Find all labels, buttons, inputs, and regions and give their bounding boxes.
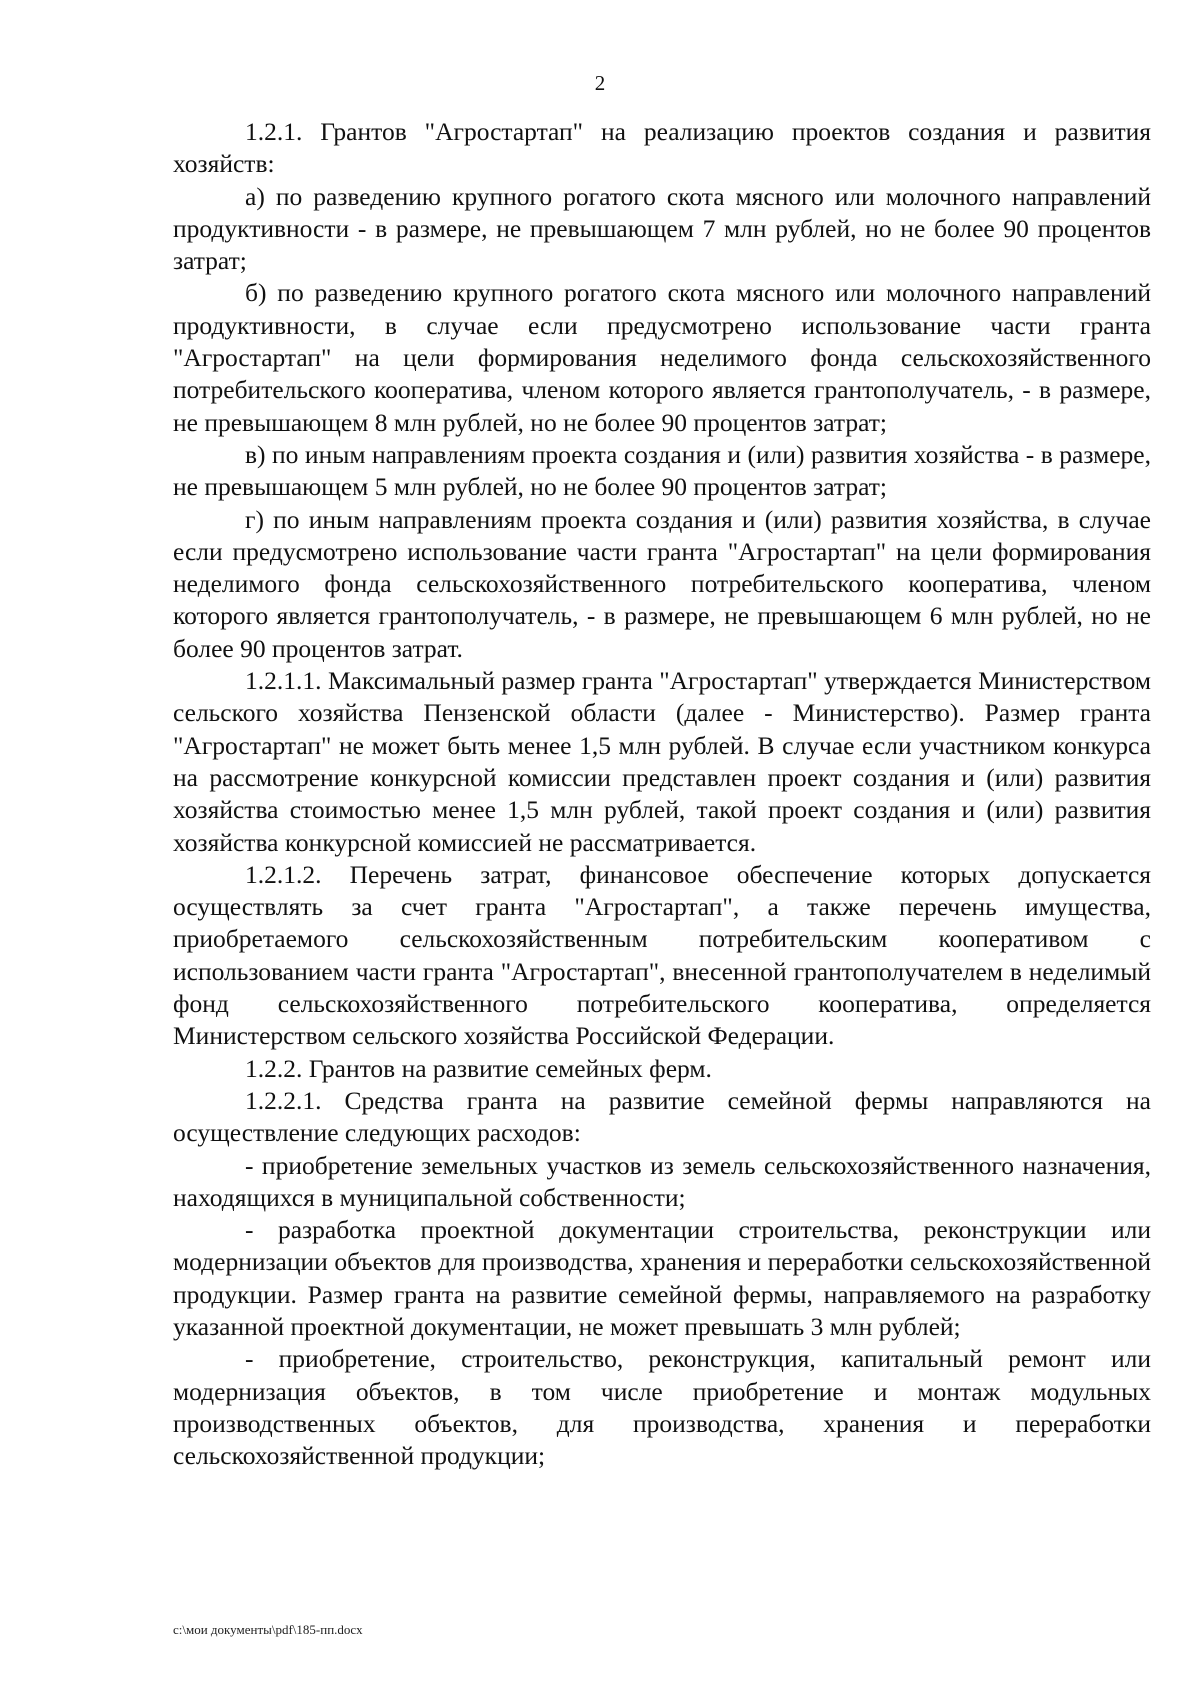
list-item-construction: - приобретение, строительство, реконструкция, капитальный ремонт или модернизация объектов, в том числе приобретение и монтаж модульных производственных объектов, для производства, хранения и переработки сельскохозяйственной продукции; (173, 1344, 1151, 1471)
page-number: 2 (594, 71, 606, 95)
paragraph-1-2-1-2: 1.2.1.2. Перечень затрат, финансовое обеспечение которых допускается осуществлять за счет гранта "Агростартап", а также перечень имущества, приобретаемого сельскохозяйственным потребительским кооперативом с использованием части гранта "Агростартап", внесенной грантополучателем в неделимый фонд сельскохозяйственного потребительского кооператива, определяется Министерством сельского хозяйства Российской Федерации. (173, 859, 1151, 1051)
paragraph-1-2-2-1: 1.2.2.1. Средства гранта на развитие семейной фермы направляются на осуществление следующих расходов: (173, 1085, 1151, 1148)
paragraph-1-2-2: 1.2.2. Грантов на развитие семейных ферм. (245, 1053, 712, 1083)
paragraph-item-a: а) по разведению крупного рогатого скота мясного или молочного направлений продуктивности - в размере, не превышающем 7 млн рублей, но не более 90 процентов затрат; (173, 181, 1151, 276)
list-item-land-purchase: - приобретение земельных участков из земель сельскохозяйственного назначения, находящихся в муниципальной собственности; (173, 1150, 1151, 1212)
paragraph-1-2-1-1: 1.2.1.1. Максимальный размер гранта "Агростартап" утверждается Министерством сельского хозяйства Пензенской области (далее - Министерство). Размер гранта "Агростартап" не может быть менее 1,5 млн рублей. В случае если участником конкурса на рассмотрение конкурсной комиссии представлен проект создания и (или) развития хозяйства стоимостью менее 1,5 млн рублей, такой проект создания и (или) развития хозяйства конкурсной комиссией не рассматривается. (173, 666, 1151, 857)
paragraph-item-g: г) по иным направлениям проекта создания и (или) развития хозяйства, в случае если предусмотрено использование части гранта "Агростартап" на цели формирования неделимого фонда сельскохозяйственного потребительского кооператива, членом которого является грантополучатель, - в размере, не превышающем 6 млн рублей, но не более 90 процентов затрат. (173, 504, 1151, 663)
paragraph-item-b: б) по разведению крупного рогатого скота мясного или молочного направлений продуктивности, в случае если предусмотрено использование части гранта "Агростартап" на цели формирования неделимого фонда сельскохозяйственного потребительского кооператива, членом которого является грантополучатель, - в размере, не превышающем 8 млн рублей, но не более 90 процентов затрат; (173, 278, 1151, 437)
list-item-project-documentation: - разработка проектной документации строительства, реконструкции или модернизации объектов для производства, хранения и переработки сельскохозяйственной продукции. Размер гранта на развитие семейной фермы, направляемого на разработку указанной проектной документации, не может превышать 3 млн рублей; (173, 1215, 1151, 1341)
footer-file-path: c:\мои документы\pdf\185-пп.docx (173, 1622, 363, 1637)
document-body (173, 116, 1151, 1472)
paragraph-1-2-1: 1.2.1. Грантов "Агростартап" на реализацию проектов создания и развития хозяйств: (173, 117, 1151, 179)
paragraph-item-v: в) по иным направлениям проекта создания и (или) развития хозяйства - в размере, не превышающем 5 млн рублей, но не более 90 процентов затрат; (173, 439, 1151, 502)
